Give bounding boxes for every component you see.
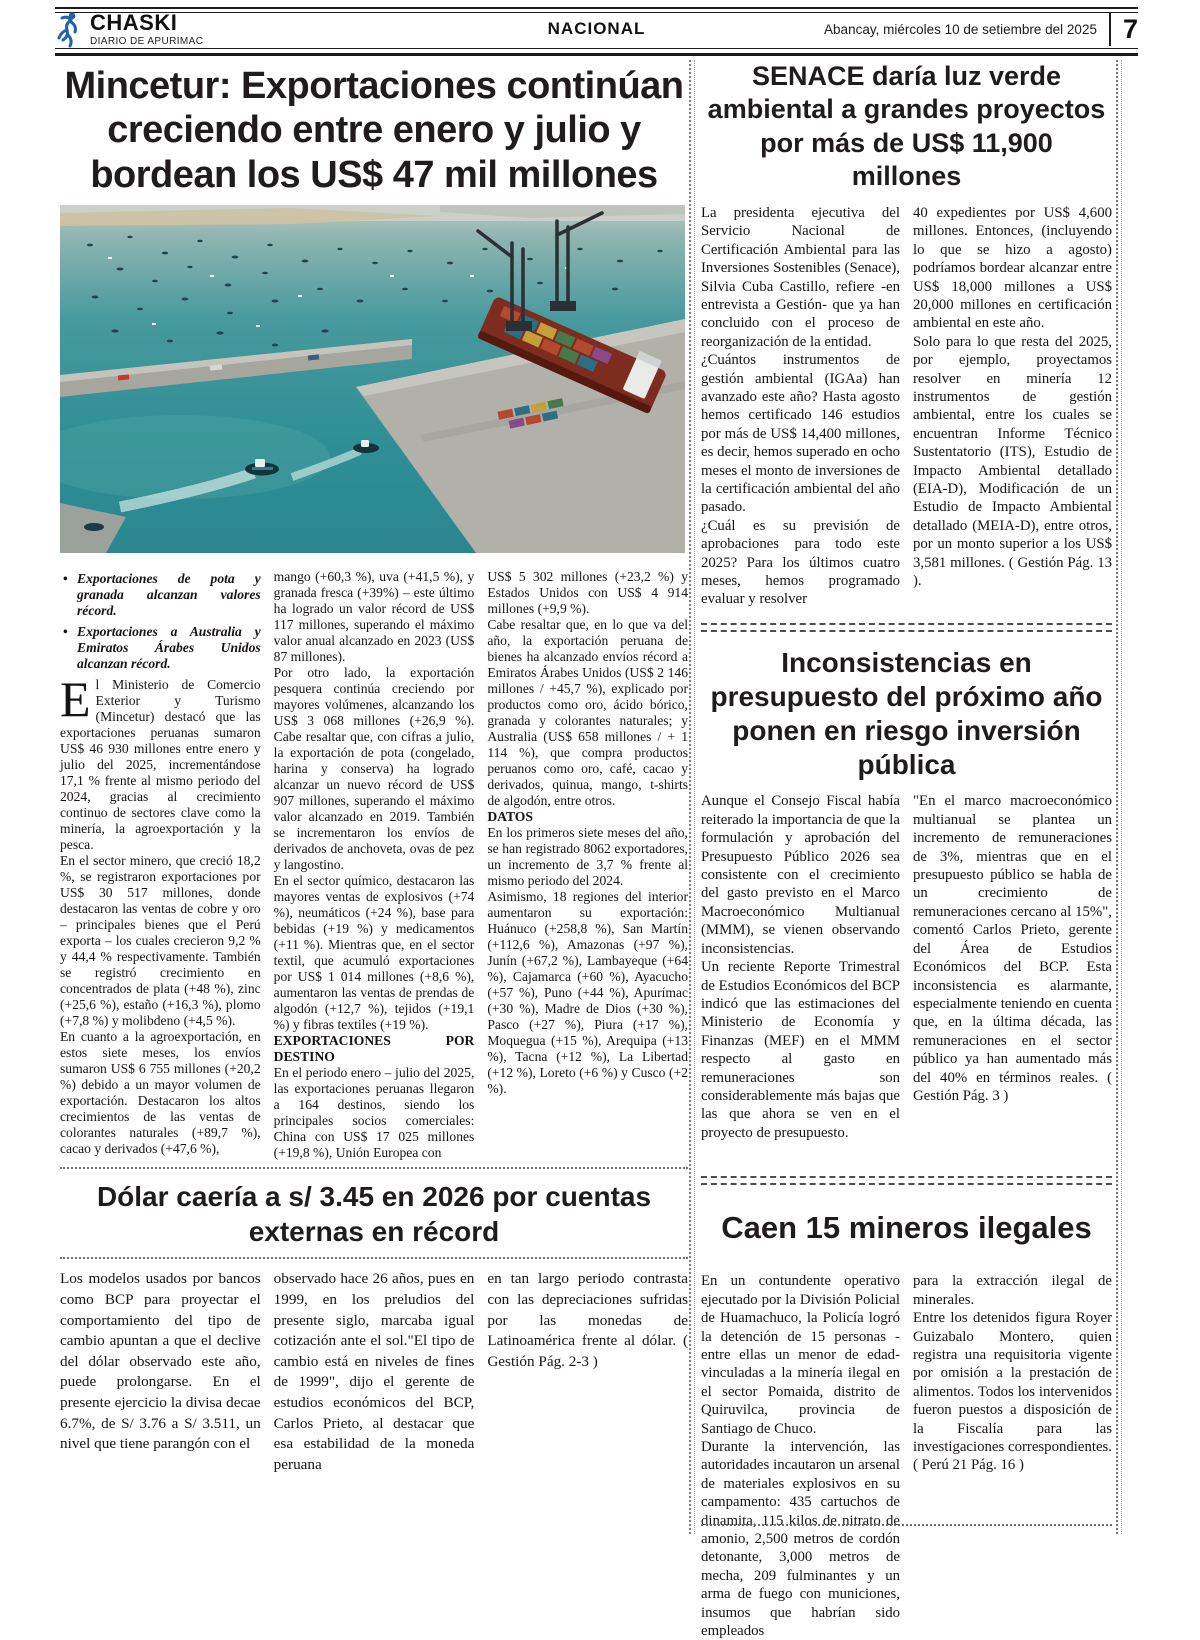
mincetur-col-2 [274,569,475,1161]
port-photo [60,205,685,553]
edition-date: Abancay, miércoles 10 de setiembre del 2025 [824,21,1097,37]
brand-subtitle: DIARIO DE APURIMAC [90,35,204,47]
mincetur-headline: Mincetur: Exportaciones continúan creciendo entre enero y julio y bordean los US$ 47 mil millones [64,65,684,196]
dolar-body [60,1269,688,1475]
brand-name: CHASKI [90,9,178,35]
senace-col-2 [913,204,1112,609]
header-rule [55,48,1138,56]
paragraph: 40 expedientes por US$ 4,600 millones. Entonces, (incluyendo lo que se hizo a agosto) podríamos bordear alcanzar entre US$ 18,000 millones a US$ 20,000 millones en certificación ambiental en este año. [913,204,1112,332]
highlight-bullets [60,571,261,672]
brand-text [90,9,204,47]
paragraph: ¿Cuántos instrumentos de gestión ambiental (IGAa) han avanzado este año? Hasta agosto hemos certificado 146 estudios por más de US$ 14,400 millones, es decir, hemos superado en ocho meses el monto de inversiones de la certificación ambiental del año pasado. [701,352,900,516]
paragraph: para la extracción ilegal de minerales. [913,1273,1112,1308]
bullet-item: • Exportaciones de pota y granada alcanzan valores récord. [60,571,261,619]
paragraph: En cuanto a la agroexportación, en estos siete meses, los envíos sumaron US$ 6 755 millones (+20,2 %) debido a un mayor volumen de exportación. Destacaron los altos crecimientos de las ventas de colorantes naturales (+89,7 %), cacao y derivados (+47,6 %), [60,1029,261,1157]
paragraph: "En el marco macroeconómico multianual se plantea un incremento de remuneraciones de 3%, mientras que en el presupuesto público se habla de un crecimiento de remuneraciones cercano al 15%", comentó Carlos Prieto, gerente del Área de Estudios Económicos del BCP. Esta inconsistencia es alarmante, especialmente teniendo en cuenta que, en la última década, las remuneraciones en el sector público ya han aumentado más del 40% en términos reales. ( Gestión Pág. 3 ) [913,793,1112,1104]
paragraph: En el periodo enero – julio del 2025, las exportaciones peruanas llegaron a 164 destinos, siendo los principales socios comerciales: China con US$ 17 025 millones (+19,8 %), Unión Europea con [273,1065,475,1161]
paragraph: en tan largo periodo contrasta con las depreciaciones sufridas por las monedas de Latinoamérica frente al dólar. ( Gestión Pág. 2-3 ) [487,1270,689,1370]
bullet-item: • Exportaciones a Australia y Emiratos Árabes Unidos alcanzan récord. [60,624,261,672]
senace-col-1 [701,204,900,609]
chaski-logo-icon [55,10,85,48]
dolar-top-rule [60,1167,688,1169]
paragraph: En el sector químico, destacaron las mayores ventas de explosivos (+74 %), neumáticos (+24 %), base para bebidas (+19 %) y medicamentos (+11 %). Mientras que, en el sector textil, que acumuló exportaciones por US$ 1 014 millones (+8,6 %), aumentaron las ventas de prendas de algodón (+12,7 %), tejidos (+19,1 %) y fibras textiles (+19 %). [273,873,475,1033]
header-right [824,12,1138,46]
paragraph: Aunque el Consejo Fiscal había reiterado la importancia de que la formulación y aprobación del Presupuesto Público 2026 sea consistente con el crecimiento del gasto previsto en el Marco Macroeconómico Multianual (MMM), se vienen observando inconsistencias. [701,793,900,957]
senace-headline: SENACE daría luz verde ambiental a grandes proyectos por más de US$ 11,900 millones [707,61,1106,192]
section-title: NACIONAL [547,19,646,38]
mincetur-body [60,569,688,1161]
paragraph: observado hace 26 años, pues en 1999, en los preludios del presente siglo, marcaba igual cotización ante el sol."El tipo de cambio está en niveles de fines de 1999", dijo el gerente de estudios económicos del BCP, Carlos Prieto, al destacar que esa estabilidad de la moneda peruana [273,1270,475,1473]
paragraph: Solo para lo que resta del 2025, por ejemplo, proyectamos resolver en minería 12 instrumentos de gestión ambiental, entre los cuales se encuentran Informe Técnico Sustentatorio (ITS), Estudio de Impacto Ambiental detallado (EIA-D), Modificación de un Estudio de Impacto Ambiental detallado (MEIA-D), entre otros, por un monto superior a los US$ 3,581 millones. ( Gestión Pág. 13 ). [913,333,1112,589]
paragraph: Un reciente Reporte Trimestral de Estudios Económicos del BCP indicó que las estimaciones del Ministerio de Economía y Finanzas (MEF) en el MMM respecto al gasto en remuneraciones son considerablemente más bajas que las que ahora se ven en el proyecto de presupuesto. [701,959,900,1141]
dolar-headline: Dólar caería a s/ 3.45 en 2026 por cuentas externas en récord [96,1181,652,1248]
mineros-headline: Caen 15 mineros ilegales [721,1210,1092,1246]
paragraph: mango (+60,3 %), uva (+41,5 %), y granada fresca (+39%) – este último ha logrado un valor récord de US$ 117 millones, superando el máximo valor anual alcanzado en 2023 (US$ 87 millones). [273,569,475,665]
paragraph: En los primeros siete meses del año, se han registrado 8062 exportadores, un incremento de 3,7 % frente al mismo periodo del 2024. [487,825,689,889]
inconsistencias-col-1 [701,792,900,1142]
dolar-col-1 [60,1269,261,1475]
paragraph: ¿Cuál es su previsión de aprobaciones para todo este 2025? Para los últimos cuatro meses, hemos programado evaluar y resolver [701,517,900,608]
article-separator [701,623,1112,632]
right-column-region [701,58,1112,1640]
paragraph: Los modelos usados por bancos como BCP para proyectar el comportamiento del tipo de cambio apuntan a que el declive del dólar observado este año, puede prolongarse. En el presente ejercicio la divisa decae 6.7%, de S/ 3.76 a S/ 3.511, un nivel que tiene parangón con el [60,1270,261,1453]
paragraph: Entre los detenidos figura Royer Guizabalo Montero, quien registra una requisitoria vigente por omisión a la prestación de alimentos. Todos los intervenidos fueron puestos a disposición de la Fiscalía para las investigaciones correspondientes. ( Perú 21 Pág. 16 ) [913,1310,1112,1474]
mineros-col-2 [913,1272,1112,1640]
paragraph: Cabe resaltar que, en lo que va del año, la exportación peruana de bienes ha alcanzado envíos récord a Emiratos Árabes Unidos (US$ 2 146 millones / +45,7 %), explicado por productos como oro, ácido bórico, granada y colorantes naturales; y Australia (US$ 658 millones / + 1 114 %), que compra productos peruanos como oro, café, cacao y derivados, quinua, mango, t-shirts de algodón, entre otros. [487,617,689,809]
dolar-col-2 [274,1269,475,1475]
dolar-col-3 [487,1269,688,1475]
senace-body [701,204,1112,609]
masthead [55,11,1138,47]
mincetur-col-3 [487,569,688,1161]
paragraph: En el sector minero, que creció 18,2 %, se registraron exportaciones por US$ 30 517 millones, donde destacaron las ventas de cobre y oro – principales bienes que el Perú exporta – los cuales crecieron 9,2 % y 44,4 % respectivamente. También se registró crecimiento en concentrados de plata (+48 %), zinc (+25,6 %), estaño (+16,3 %), plomo (+7,8 %) y molibdeno (+4,5 %). [60,853,261,1029]
mincetur-col-1 [60,569,261,1161]
paragraph: En un contundente operativo ejecutado por la División Policial de Huamachuco, la Policía logró la detención de 15 personas -entre ellas un menor de edad- vinculadas a la minería ilegal en el sector Pomaida, distrito de Quiruvilca, provincia de Santiago de Chuco. [701,1273,900,1437]
dolar-bottom-rule [60,1257,688,1259]
bottom-rule [701,1524,1112,1526]
header-divider [1109,12,1111,46]
page-number: 7 [1122,13,1138,44]
paragraph: El Ministerio de Comercio Exterior y Turismo (Mincetur) destacó que las exportaciones peruanas sumaron US$ 46 930 millones entre enero y julio del 2025, incrementándose 17,1 % frente al mismo periodo del 2024, gracias al crecimiento continuo de sectores clave como la minería, la agroexportación y la pesca. [60,671,261,853]
right-edge-divider [1116,60,1122,1534]
paragraph: US$ 5 302 millones (+23,2 %) y Estados Unidos con US$ 4 914 millones (+9,9 %). [487,569,689,617]
center-column-divider [689,60,695,1534]
mineros-body [701,1272,1112,1640]
article-separator [701,1176,1112,1185]
inconsistencias-body [701,792,1112,1142]
left-column-region [60,58,688,1475]
paragraph: Durante la intervención, las autoridades incautaron un arsenal de materiales explosivos en su campamento: 435 cartuchos de dinamita, 115 kilos de nitrato de amonio, 2,500 metros de cordón detonante, 3,000 metros de mecha, 209 fulminantes y un arma de fuego con municiones, insumos que habrían sido empleados [701,1439,900,1640]
mineros-col-1 [701,1272,900,1640]
paragraph: Por otro lado, la exportación pesquera continúa creciendo por mayores volúmenes, alcanzando los US$ 3 068 millones (+26,9 %). Cabe resaltar que, con cifras a julio, la exportación de pota (congelado, harina y conserva) ha logrado alcanzar un nuevo récord de US$ 907 millones, superando el máximo valor alcanzado en 2019. También se incrementaron los envíos de derivados de anchoveta, ovas de pez y langostino. [273,665,475,873]
inconsistencias-headline: Inconsistencias en presupuesto del próximo año ponen en riesgo inversión pública [710,646,1103,781]
paragraph: Asimismo, 18 regiones del interior aumentaron su exportación: Huánuco (+258,8 %), San Martín (+112,6 %), Amazonas (+97 %), Junín (+67,2 %), Lambayeque (+64 %), Cajamarca (+60 %), Ayacucho (+57 %), Puno (+44 %), Apurímac (+30 %), Madre de Dios (+30 %), Pasco (+27 %), Piura (+17 %), Moquegua (+15 %), Arequipa (+13 %), Tacna (+12 %), La Libertad (+12 %), Loreto (+6 %) y Cusco (+2 %). [487,889,689,1097]
paragraph: La presidenta ejecutiva del Servicio Nacional de Certificación Ambiental para las Inversiones Sostenibles (Senace), Silvia Cuba Castillo, refiere -en entrevista a Gestión- que ya han concluido con el proceso de reorganización de la entidad. [701,204,900,350]
brand-block [55,10,203,48]
inconsistencias-col-2 [913,792,1112,1142]
subhead-exportaciones-destino: EXPORTACIONES POR DESTINO [273,1033,475,1065]
subhead-datos: DATOS [487,809,533,825]
